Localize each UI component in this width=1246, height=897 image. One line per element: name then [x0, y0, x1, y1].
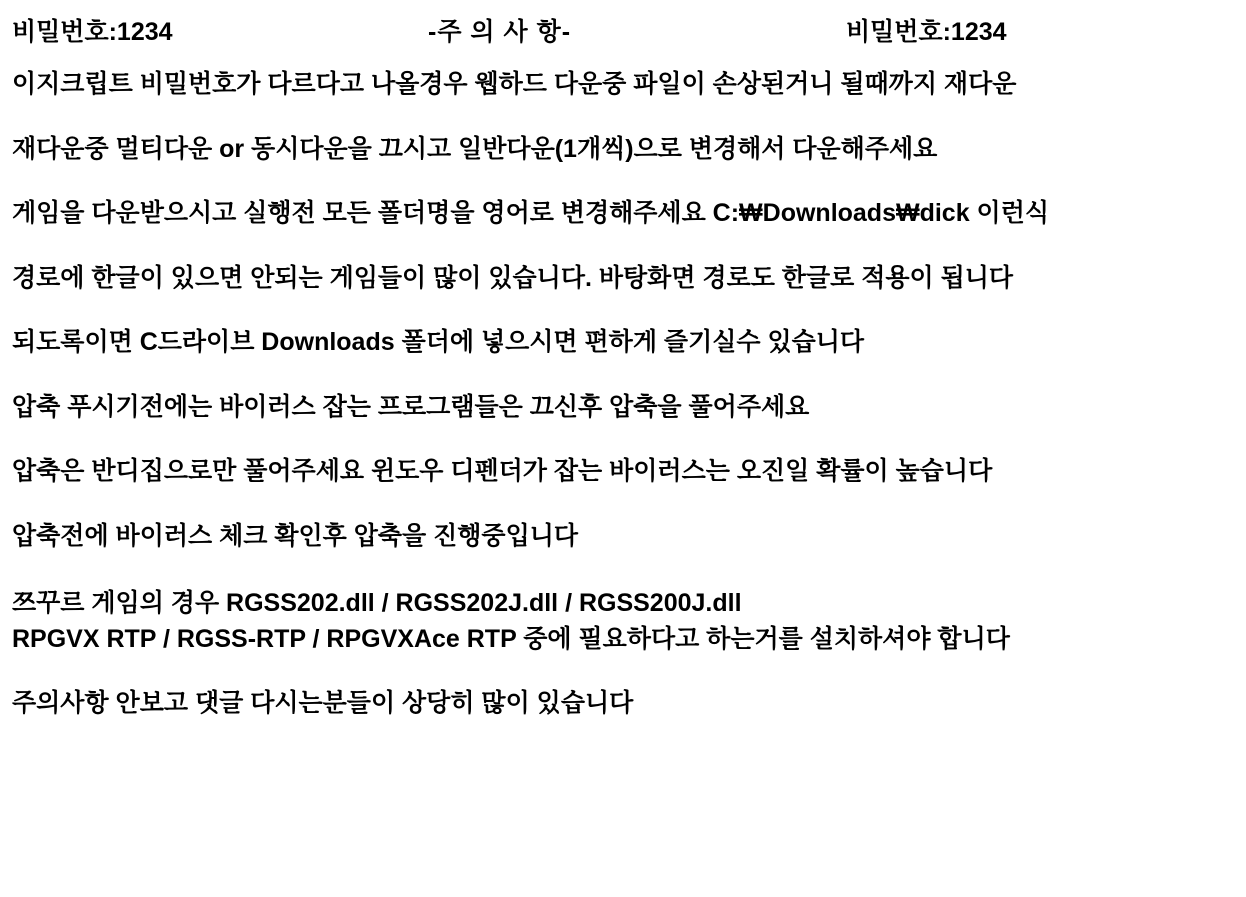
notice-line-3: 게임을 다운받으시고 실행전 모든 폴더명을 영어로 변경해주세요 C:₩Downloads₩dick 이런식 — [12, 199, 1050, 227]
page-title: -주 의 사 항- — [428, 18, 572, 46]
password-label-left: 비밀번호:1234 — [12, 18, 173, 46]
document-header — [8, 10, 1238, 54]
notice-line-4: 경로에 한글이 있으면 안되는 게임들이 많이 있습니다. 바탕화면 경로도 한글로 적용이 됩니다 — [12, 263, 1014, 292]
notice-line-8: 압축전에 바이러스 체크 확인후 압축을 진행중입니다 — [12, 521, 579, 550]
notice-body — [8, 70, 1238, 719]
notice-line-10: RPGVX RTP / RGSS-RTP / RPGVXAce RTP 중에 필요하다고 하는거를 설치하셔야 합니다 — [12, 624, 1010, 653]
notice-line-5: 되도록이면 C드라이브 Downloads 폴더에 넣으시면 편하게 즐기실수 있습니다 — [12, 328, 865, 356]
notice-line-6: 압축 푸시기전에는 바이러스 잡는 프로그램들은 끄신후 압축을 풀어주세요 — [12, 392, 810, 421]
notice-line-9: 쯔꾸르 게임의 경우 RGSS202.dll / RGSS202J.dll / RGSS200J.dll — [12, 589, 742, 617]
notice-line-11: 주의사항 안보고 댓글 다시는분들이 상당히 많이 있습니다 — [12, 689, 634, 717]
notice-line-7: 압축은 반디집으로만 풀어주세요 윈도우 디펜더가 잡는 바이러스는 오진일 확률이 높습니다 — [12, 457, 993, 485]
notice-line-2: 재다운중 멀티다운 or 동시다운을 끄시고 일반다운(1개씩)으로 변경해서 다운해주세요 — [12, 134, 938, 163]
password-label-right: 비밀번호:1234 — [846, 18, 1007, 46]
notice-line-1: 이지크립트 비밀번호가 다르다고 나올경우 웹하드 다운중 파일이 손상된거니 될때까지 재다운 — [12, 70, 1017, 98]
